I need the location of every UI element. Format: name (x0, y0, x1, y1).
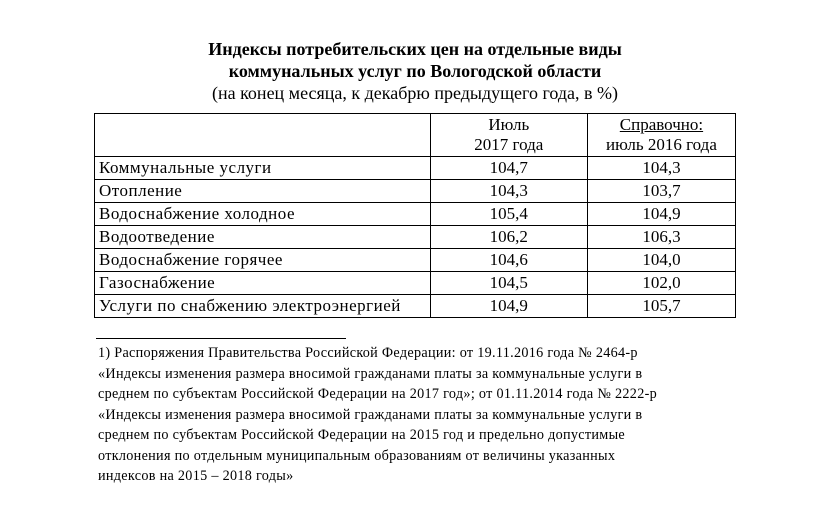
subtitle-line: (на конец месяца, к декабрю предыдущего года, в %) (211, 83, 618, 103)
footnote-line-5: среднем по субъектам Российской Федерации на 2015 год и предельно допустимые (98, 427, 626, 443)
footnote-line-1: 1) Распоряжения Правительства Российской Федерации: от 19.11.2016 года № 2464-р (98, 345, 638, 361)
row-name: Отопление (95, 180, 431, 203)
footnote-line-4: «Индексы изменения размера вносимой гражданами платы за коммунальные услуги в (98, 406, 643, 423)
header-name-cell (95, 114, 431, 157)
row-name: Услуги по снабжению электроэнергией (95, 295, 431, 318)
row-value-2016: 104,0 (587, 249, 735, 272)
row-name: Водоснабжение холодное (95, 203, 431, 226)
header-july-2017-line1: Июль (488, 115, 530, 134)
table-header-row (95, 114, 736, 157)
table-row (95, 272, 736, 295)
row-value-2016: 102,0 (587, 272, 735, 295)
table-row (95, 180, 736, 203)
row-value-2016: 105,7 (587, 295, 735, 318)
footnote-line-6: отклонения по отдельным муниципальным образованиям от величины указанных (98, 447, 616, 464)
footnote-line-3: среднем по субъектам Российской Федерации на 2017 год»; от 01.11.2014 года № 2222-р (98, 386, 658, 402)
footnote-line-2: «Индексы изменения размера вносимой гражданами платы за коммунальные услуги в (98, 365, 643, 382)
header-july-2016: июль 2016 года (606, 135, 717, 154)
header-reference-2016 (587, 114, 735, 157)
row-value-2017: 104,5 (430, 272, 587, 295)
title-block (0, 38, 830, 104)
row-value-2016: 104,3 (587, 157, 735, 180)
row-value-2016: 104,9 (587, 203, 735, 226)
header-july-2017 (430, 114, 587, 157)
row-name: Водоснабжение горячее (95, 249, 431, 272)
footnote-divider (96, 338, 346, 339)
table-row (95, 295, 736, 318)
header-reference-label: Справочно: (619, 115, 704, 134)
footnote (98, 343, 730, 487)
table-row (95, 226, 736, 249)
row-value-2016: 106,3 (587, 226, 735, 249)
row-name: Газоснабжение (95, 272, 431, 295)
table-row (95, 203, 736, 226)
row-value-2017: 104,3 (430, 180, 587, 203)
row-value-2016: 103,7 (587, 180, 735, 203)
row-name: Коммунальные услуги (95, 157, 431, 180)
footnote-line-7: индексов на 2015 – 2018 годы» (98, 468, 294, 484)
row-value-2017: 106,2 (430, 226, 587, 249)
row-value-2017: 105,4 (430, 203, 587, 226)
row-value-2017: 104,7 (430, 157, 587, 180)
table-row-total (95, 157, 736, 180)
price-index-table (94, 113, 736, 318)
header-july-2017-line2: 2017 года (474, 135, 544, 154)
row-value-2017: 104,9 (430, 295, 587, 318)
table-row (95, 249, 736, 272)
row-name: Водоотведение (95, 226, 431, 249)
row-value-2017: 104,6 (430, 249, 587, 272)
title-line-1: Индексы потребительских цен на отдельные виды (208, 39, 622, 59)
title-line-2: коммунальных услуг по Вологодской области (228, 61, 602, 81)
